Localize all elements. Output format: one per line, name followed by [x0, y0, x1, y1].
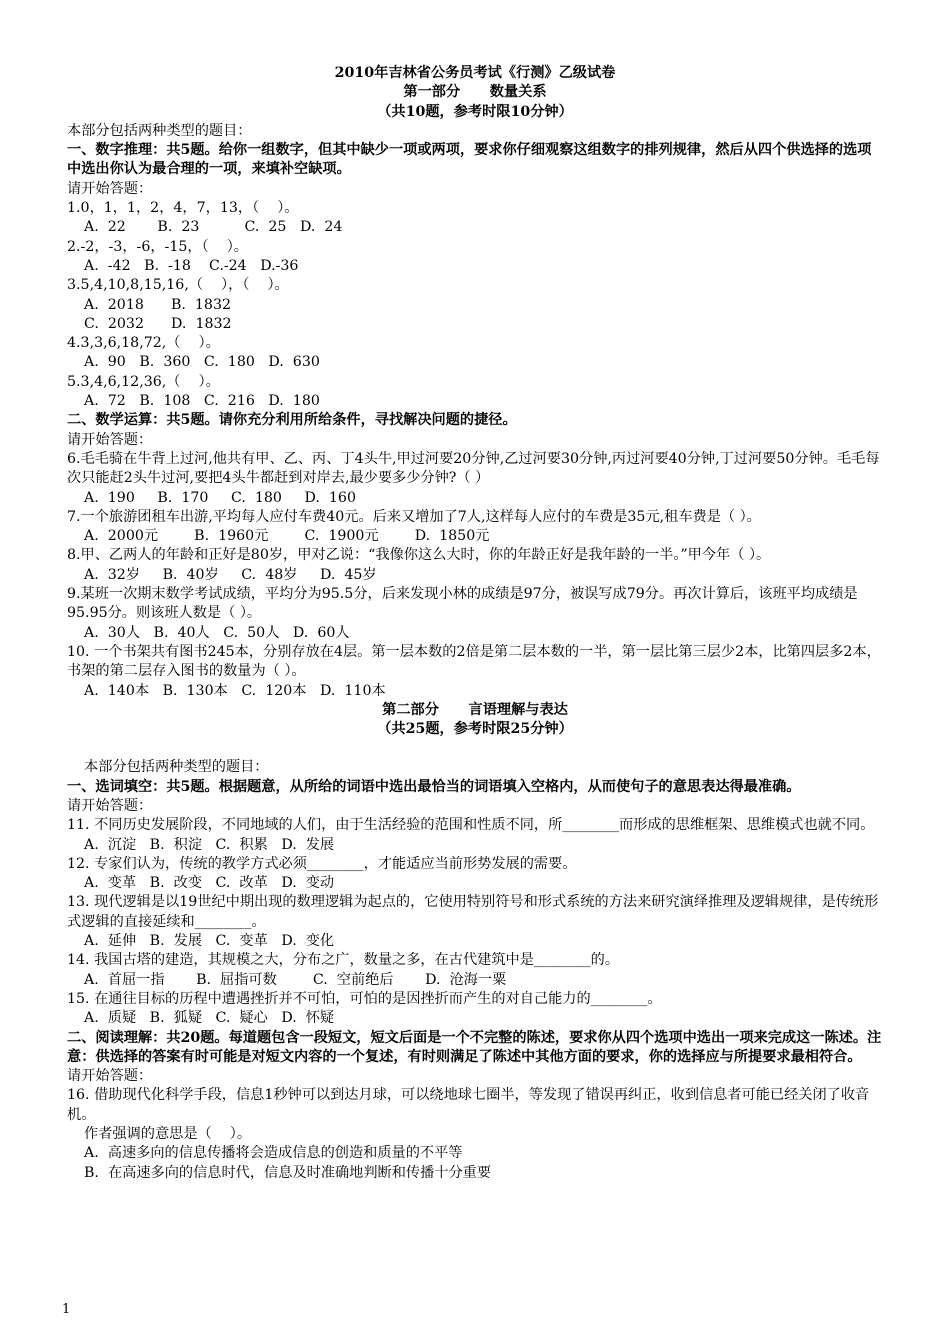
question-12-options: A. 变革 B. 改变 C. 改革 D. 变动: [84, 875, 335, 892]
question-3-options-cd: C. 2032 D. 1832: [84, 315, 232, 332]
section-math-heading: 二、数学运算：共5题。请你充分利用所给条件，寻找解决问题的捷径。: [67, 412, 517, 429]
question-15-options: A. 质疑 B. 狐疑 C. 疑心 D. 怀疑: [84, 1010, 335, 1027]
part2-intro: 本部分包括两种类型的题目：: [84, 759, 269, 776]
start-prompt: 请开始答题：: [67, 180, 153, 197]
question-4: 4.3,3,6,18,72,（ ）。: [67, 335, 220, 352]
question-13-options: A. 延伸 B. 发展 C. 变革 D. 变化: [84, 933, 335, 950]
question-4-options: A. 90 B. 360 C. 180 D. 630: [84, 354, 320, 371]
exam-page: [67, 64, 883, 1183]
question-9: 9.某班一次期末数学考试成绩，平均分为95.5分，后来发现小林的成绩是97分，被误写成79分。再次计算后，该班平均成绩是95.95分。则该班人数是（ ）。: [67, 586, 858, 622]
question-8: 8.甲、乙两人的年龄和正好是80岁，甲对乙说：“我像你这么大时，你的年龄正好是我年龄的一半。”甲今年（ ）。: [67, 547, 771, 564]
question-2-options: A. -42 B. -18 C.-24 D.-36: [84, 257, 299, 274]
question-6-options: A. 190 B. 170 C. 180 D. 160: [84, 489, 356, 506]
part1-title: 第一部分 数量关系: [403, 84, 547, 101]
question-2: 2.-2，-3，-6，-15，（ ）。: [67, 238, 248, 255]
question-5: 5.3,4,6,12,36,（ ）。: [67, 373, 220, 390]
part1-intro: 本部分包括两种类型的题目：: [67, 122, 252, 139]
question-11-options: A. 沉淀 B. 积淀 C. 积累 D. 发展: [84, 836, 335, 853]
question-7-options: A. 2000元 B. 1960元 C. 1900元 D. 1850元: [84, 528, 490, 545]
question-6: 6.毛毛骑在牛背上过河,他共有甲、乙、丙、丁4头牛,甲过河要20分钟,乙过河要30分钟,丙过河要40分钟,丁过河要50分钟。毛毛每次只能赶2头牛过河,要把4头牛都赶到对岸去,最少要多少分钟?（ ）: [67, 450, 880, 487]
question-16-option-a: A. 高速多向的信息传播将会造成信息的创造和质量的不平等: [84, 1145, 463, 1162]
question-11: 11. 不同历史发展阶段，不同地域的人们，由于生活经验的范围和性质不同，所________而形成的思维框架、思维模式也就不同。: [67, 817, 875, 834]
question-10-options: A. 140本 B. 130本 C. 120本 D. 110本: [84, 682, 386, 699]
section-number-reasoning-heading: 一、数字推理：共5题。给你一组数字，但其中缺少一项或两项，要求你仔细观察这组数字的排列规律，然后从四个供选择的选项中选出你认为最合理的一项，来填补空缺项。: [67, 142, 872, 178]
question-10: 10. 一个书架共有图书245本，分别存放在4层。第一层本数的2倍是第二层本数的一半，第一层比第三层少2本，比第四层多2本，书架的第二层存入图书的数量为（ ）。: [67, 643, 881, 680]
question-8-options: A. 32岁 B. 40岁 C. 48岁 D. 45岁: [84, 566, 377, 583]
start-prompt: 请开始答题：: [67, 797, 153, 814]
question-15: 15. 在通往目标的历程中遭遇挫折并不可怕，可怕的是因挫折而产生的对自己能力的________。: [67, 990, 662, 1007]
question-3: 3.5,4,10,8,15,16,（ ），（ ）。: [67, 277, 289, 294]
section-fill-blank-heading: 一、选词填空：共5题。根据题意，从所给的词语中选出最恰当的词语填入空格内，从而使句子的意思表达得最准确。: [67, 778, 801, 795]
part1-subtitle: （共10题，参考时限10分钟）: [377, 103, 573, 120]
part2-title: 第二部分 言语理解与表达: [382, 701, 568, 718]
question-16: 16. 借助现代化科学手段，信息1秒钟可以到达月球，可以绕地球七圈半，等发现了错误再纠正，收到信息者可能已经关闭了收音机。: [67, 1087, 870, 1123]
question-12: 12. 专家们认为，传统的教学方式必须________，才能适应当前形势发展的需要。: [67, 855, 577, 872]
question-14-options: A. 首屈一指 B. 屈指可数 C. 空前绝后 D. 沧海一粟: [84, 971, 507, 988]
question-7: 7.一个旅游团租车出游,平均每人应付车费40元。后来又增加了7人,这样每人应付的车费是35元,租车费是（ ）。: [67, 508, 761, 525]
part2-subtitle: （共25题，参考时限25分钟）: [377, 721, 573, 738]
start-prompt: 请开始答题：: [67, 1068, 153, 1085]
question-3-options-ab: A. 2018 B. 1832: [84, 296, 232, 313]
question-5-options: A. 72 B. 108 C. 216 D. 180: [84, 393, 320, 410]
exam-title: 2010年吉林省公务员考试《行测》乙级试卷: [334, 65, 616, 81]
start-prompt: 请开始答题：: [67, 431, 153, 448]
spacer: [67, 739, 883, 758]
page-number: 1: [62, 1302, 71, 1317]
section-reading-heading: 二、阅读理解：共20题。每道题包含一段短文，短文后面是一个不完整的陈述，要求你从四个选项中选出一项来完成这一陈述。注意：供选择的答案有时可能是对短文内容的一个复述，有时则满足了陈述中其他方面的要求，你的选择应与所提要求最相符合。: [67, 1029, 882, 1065]
question-9-options: A. 30人 B. 40人 C. 50人 D. 60人: [84, 624, 350, 641]
question-14: 14. 我国古塔的建造，其规模之大，分布之广，数量之多，在古代建筑中是________的。: [67, 952, 620, 969]
question-13: 13. 现代逻辑是以19世纪中期出现的数理逻辑为起点的，它使用特别符号和形式系统的方法来研究演绎推理及逻辑规律，是传统形式逻辑的直接延续和________。: [67, 894, 879, 930]
question-1-options: A. 22 B. 23 C. 25 D. 24: [84, 219, 343, 236]
question-16-stem: 作者强调的意思是（ ）。: [84, 1126, 252, 1143]
question-16-option-b: B. 在高速多向的信息时代，信息及时准确地判断和传播十分重要: [84, 1164, 492, 1181]
question-1: 1.0，1，1，2，4，7，13，（ ）。: [67, 200, 299, 217]
